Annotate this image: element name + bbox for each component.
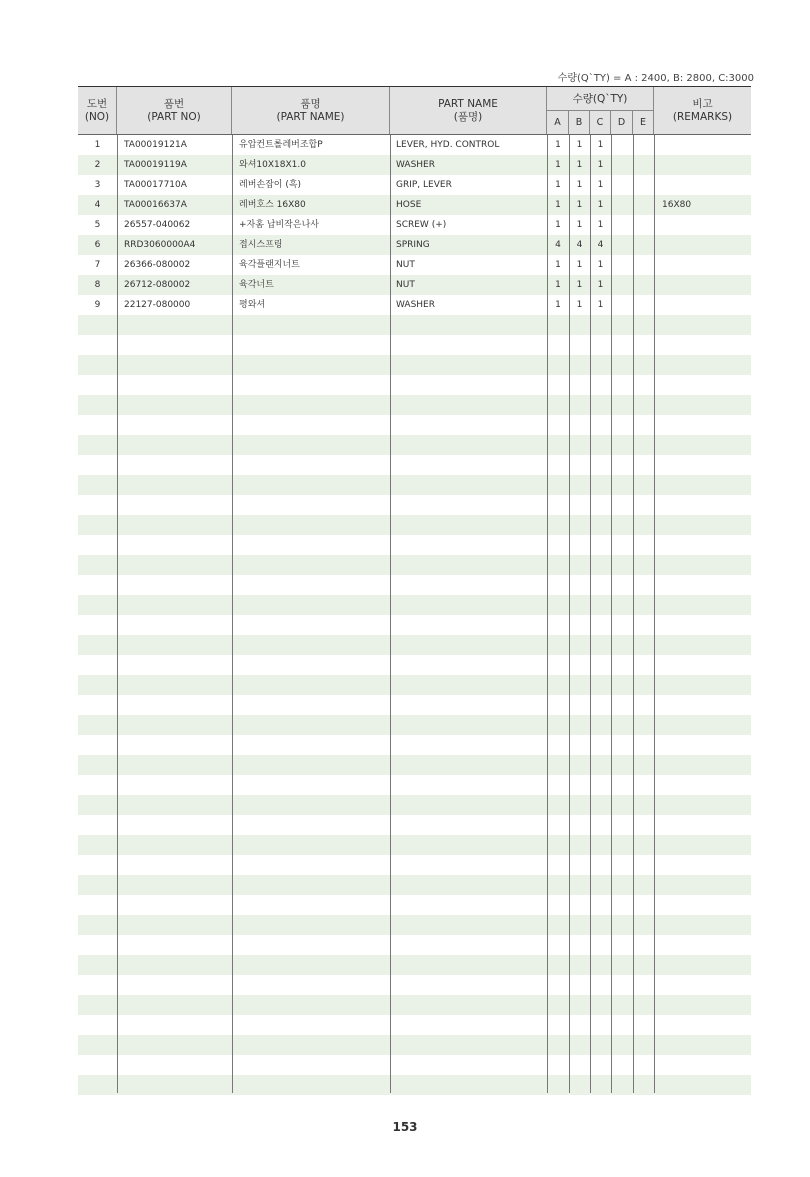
cell-d: [611, 275, 633, 295]
cell-c: 1: [597, 160, 604, 170]
cell-no: 8: [94, 280, 101, 290]
cell-no: 4: [94, 200, 101, 210]
table-row: [78, 1015, 751, 1035]
cell-e: [633, 275, 654, 295]
cell-name-en: LEVER, HYD. CONTROL: [396, 140, 500, 150]
cell-e: [633, 235, 654, 255]
cell-name-ko: 육각너트: [239, 280, 274, 290]
cell-name-ko: +자홈 납비작은나사: [239, 220, 319, 230]
cell-no: 3: [94, 180, 101, 190]
cell-part-no: 26712-080002: [124, 280, 191, 290]
cell-part-no: TA00019121A: [124, 140, 187, 150]
table-row: [78, 195, 751, 215]
table-row: [78, 315, 751, 335]
cell-a: 1: [555, 200, 561, 210]
cell-remarks: [662, 155, 750, 175]
cell-part-no: TA00017710A: [124, 180, 187, 190]
cell-c: 1: [597, 300, 604, 310]
table-row: [78, 895, 751, 915]
header-no-ko: 도번: [86, 97, 108, 110]
cell-name-ko: 레버손잡이 (흑): [239, 180, 302, 190]
cell-part-no: 26557-040062: [124, 220, 191, 230]
cell-b: 1: [576, 300, 583, 310]
cell-remarks: [662, 275, 750, 295]
table-row: [78, 355, 751, 375]
table-row: [78, 855, 751, 875]
cell-name-en: NUT: [396, 280, 415, 290]
header-part-no-ko: 품번: [163, 97, 185, 110]
header-qty-d: D: [611, 111, 633, 134]
table-row: [78, 815, 751, 835]
header-part-no-en: (PART NO): [147, 110, 201, 123]
table-row: [78, 215, 751, 235]
cell-a: 1: [555, 280, 561, 290]
cell-c: 1: [597, 180, 604, 190]
table-row: [78, 455, 751, 475]
cell-b: 1: [576, 140, 583, 150]
table-row: [78, 675, 751, 695]
header-part-name-ko-sub: (PART NAME): [276, 110, 345, 123]
table-row: [78, 535, 751, 555]
column-divider: [390, 135, 391, 1093]
cell-e: [633, 255, 654, 275]
cell-remarks: 16X80: [662, 200, 692, 210]
cell-no: 6: [94, 240, 101, 250]
column-divider: [569, 135, 570, 1093]
table-row: [78, 475, 751, 495]
cell-no: 2: [94, 160, 101, 170]
table-row: [78, 135, 751, 155]
cell-e: [633, 195, 654, 215]
cell-no: 7: [94, 260, 101, 270]
table-header: [78, 86, 751, 135]
cell-part-no: 26366-080002: [124, 260, 191, 270]
header-qty: 수량(Q`TY): [547, 87, 654, 111]
column-divider: [611, 135, 612, 1093]
cell-b: 1: [576, 160, 583, 170]
table-row: [78, 615, 751, 635]
header-qty-b: B: [569, 111, 590, 134]
cell-a: 1: [555, 300, 561, 310]
cell-name-ko: 육각플랜지너트: [239, 260, 300, 270]
cell-e: [633, 155, 654, 175]
parts-table: [78, 86, 751, 1094]
cell-remarks: [662, 135, 750, 155]
table-row: [78, 1055, 751, 1075]
cell-d: [611, 135, 633, 155]
cell-b: 1: [576, 180, 583, 190]
cell-b: 1: [576, 200, 583, 210]
cell-name-en: GRIP, LEVER: [396, 180, 452, 190]
column-divider: [654, 135, 655, 1093]
cell-b: 1: [576, 220, 583, 230]
cell-e: [633, 295, 654, 315]
cell-remarks: [662, 175, 750, 195]
table-row: [78, 875, 751, 895]
cell-b: 1: [576, 260, 583, 270]
table-row: [78, 495, 751, 515]
cell-part-no: 22127-080000: [124, 300, 191, 310]
cell-name-en: NUT: [396, 260, 415, 270]
cell-c: 4: [597, 240, 604, 250]
table-row: [78, 1075, 751, 1095]
cell-a: 1: [555, 220, 561, 230]
cell-c: 1: [597, 260, 604, 270]
cell-d: [611, 235, 633, 255]
cell-e: [633, 135, 654, 155]
table-row: [78, 835, 751, 855]
table-row: [78, 335, 751, 355]
table-row: [78, 555, 751, 575]
table-row: [78, 975, 751, 995]
table-row: [78, 375, 751, 395]
table-row: [78, 715, 751, 735]
qty-note: 수량(Q`TY) = A : 2400, B: 2800, C:3000: [557, 73, 754, 84]
table-row: [78, 595, 751, 615]
cell-remarks: [662, 235, 750, 255]
header-qty-a: A: [547, 111, 569, 134]
column-divider: [117, 135, 118, 1093]
cell-d: [611, 195, 633, 215]
table-row: [78, 575, 751, 595]
cell-name-ko: 접시스프링: [239, 240, 283, 250]
cell-c: 1: [597, 280, 604, 290]
header-remarks-en: (REMARKS): [672, 110, 733, 123]
table-row: [78, 935, 751, 955]
table-row: [78, 155, 751, 175]
cell-part-no: TA00019119A: [124, 160, 187, 170]
page-number: 153: [392, 1120, 418, 1134]
header-qty-e: E: [633, 111, 654, 134]
cell-d: [611, 215, 633, 235]
cell-name-en: SCREW (+): [396, 220, 447, 230]
cell-a: 4: [555, 240, 561, 250]
cell-c: 1: [597, 200, 604, 210]
cell-no: 1: [94, 140, 101, 150]
cell-b: 4: [576, 240, 583, 250]
cell-d: [611, 295, 633, 315]
header-no-en: (NO): [84, 110, 110, 123]
table-row: [78, 995, 751, 1015]
cell-remarks: [662, 255, 750, 275]
cell-d: [611, 155, 633, 175]
cell-no: 9: [94, 300, 101, 310]
table-row: [78, 435, 751, 455]
header-remarks: [654, 87, 751, 134]
cell-no: 5: [94, 220, 101, 230]
cell-name-en: SPRING: [396, 240, 430, 250]
cell-e: [633, 215, 654, 235]
cell-name-ko: 평와셔: [239, 300, 266, 310]
header-qty-c: C: [590, 111, 611, 134]
header-part-name-ko-title: 품명: [300, 97, 321, 110]
cell-part-no: RRD3060000A4: [124, 240, 196, 250]
table-row: [78, 655, 751, 675]
table-row: [78, 915, 751, 935]
header-part-name-ko: [232, 87, 390, 134]
table-row: [78, 235, 751, 255]
table-row: [78, 955, 751, 975]
cell-remarks: [662, 215, 750, 235]
header-remarks-ko: 비고: [692, 97, 713, 110]
header-part-name-en-sub: (품명): [453, 110, 483, 123]
header-no: [78, 87, 117, 134]
cell-part-no: TA00016637A: [124, 200, 187, 210]
cell-name-en: WASHER: [396, 300, 435, 310]
table-row: [78, 275, 751, 295]
cell-name-ko: 와셔10X18X1.0: [239, 160, 306, 170]
cell-remarks: [662, 295, 750, 315]
table-row: [78, 415, 751, 435]
table-row: [78, 1035, 751, 1055]
table-row: [78, 395, 751, 415]
table-row: [78, 695, 751, 715]
column-divider: [590, 135, 591, 1093]
header-part-name-en-title: PART NAME: [438, 97, 498, 110]
cell-a: 1: [555, 260, 561, 270]
cell-c: 1: [597, 140, 604, 150]
table-row: [78, 175, 751, 195]
header-part-name-en: [390, 87, 547, 134]
header-part-no: [117, 87, 232, 134]
cell-a: 1: [555, 180, 561, 190]
column-divider: [547, 135, 548, 1093]
cell-e: [633, 175, 654, 195]
cell-d: [611, 175, 633, 195]
cell-name-ko: 유압컨트롤레버조합P: [239, 140, 323, 150]
table-body: [78, 135, 751, 1094]
cell-a: 1: [555, 140, 561, 150]
cell-b: 1: [576, 280, 583, 290]
table-row: [78, 755, 751, 775]
table-row: [78, 775, 751, 795]
table-row: [78, 795, 751, 815]
table-row: [78, 295, 751, 315]
cell-d: [611, 255, 633, 275]
column-divider: [232, 135, 233, 1093]
table-row: [78, 515, 751, 535]
table-row: [78, 735, 751, 755]
cell-c: 1: [597, 220, 604, 230]
column-divider: [633, 135, 634, 1093]
cell-a: 1: [555, 160, 561, 170]
table-row: [78, 635, 751, 655]
cell-name-ko: 레버호스 16X80: [239, 200, 306, 210]
cell-name-en: WASHER: [396, 160, 435, 170]
table-row: [78, 255, 751, 275]
cell-name-en: HOSE: [396, 200, 422, 210]
